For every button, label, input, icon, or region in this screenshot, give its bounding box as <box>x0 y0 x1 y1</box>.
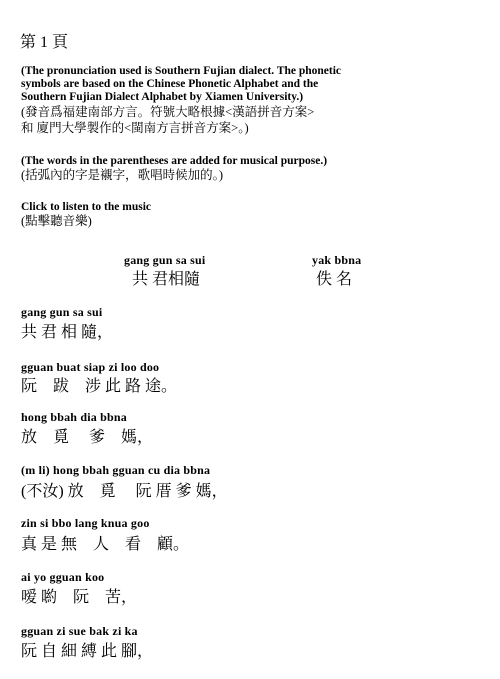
lyric-line-3-romanization: hong bbah dia bbna <box>21 410 127 424</box>
pronunciation-note-zh-line-2: 和 廈門大學製作的<閩南方言拼音方案>。) <box>21 121 249 135</box>
lyric-line-2-chinese: 阮 跋 涉 此 路 途。 <box>21 378 178 395</box>
lyric-line-3-chinese: 放 覓 爹 媽， <box>21 429 154 446</box>
lyric-line-6-romanization: ai yo gguan koo <box>21 570 105 584</box>
song-author: 佚 名 <box>316 271 353 288</box>
pronunciation-note-en-line-1: (The pronunciation used is Southern Fujian dialect. The phonetic <box>21 65 342 77</box>
author-romanization: yak bbna <box>312 253 362 267</box>
listen-music-link[interactable]: Click to listen to the music <box>21 201 152 213</box>
listen-music-link-zh[interactable]: (點擊聽音樂) <box>21 214 92 228</box>
pronunciation-note-zh-line-1: (發音爲福建南部方言。符號大略根據<漢語拼音方案> <box>21 105 315 119</box>
lyric-line-6-chinese: 嗳 喲 阮 苦， <box>21 589 138 606</box>
lyric-line-5-chinese: 真 是 無 人 看 顧。 <box>21 536 190 553</box>
parentheses-note-en: (The words in the parentheses are added for musical purpose.) <box>21 155 328 167</box>
lyric-line-5-romanization: zin si bbo lang knua goo <box>21 516 150 530</box>
lyric-line-2-romanization: gguan buat siap zi loo doo <box>21 360 160 374</box>
pronunciation-note-en-line-2: symbols are based on the Chinese Phonetic Alphabet and the <box>21 78 319 90</box>
page-number: 第 1 頁 <box>20 34 69 51</box>
lyric-line-7-romanization: gguan zi sue bak zi ka <box>21 624 138 638</box>
pronunciation-note-en-line-3: Southern Fujian Dialect Alphabet by Xiamen University.) <box>21 91 304 103</box>
lyric-line-1-chinese: 共 君 相 隨， <box>21 324 114 341</box>
song-title: 共 君相隨 <box>132 271 201 288</box>
lyric-line-7-chinese: 阮 自 細 縛 此 腳， <box>21 643 154 660</box>
lyric-line-4-chinese: (不汝) 放 覓 阮 厝 爹 媽， <box>21 483 228 500</box>
lyric-line-4-romanization: (m li) hong bbah gguan cu dia bbna <box>21 463 211 477</box>
parentheses-note-zh: (括弧內的字是襯字，歌唱時候加的。) <box>21 168 224 182</box>
lyric-line-1-romanization: gang gun sa sui <box>21 305 103 319</box>
title-romanization: gang gun sa sui <box>124 253 206 267</box>
